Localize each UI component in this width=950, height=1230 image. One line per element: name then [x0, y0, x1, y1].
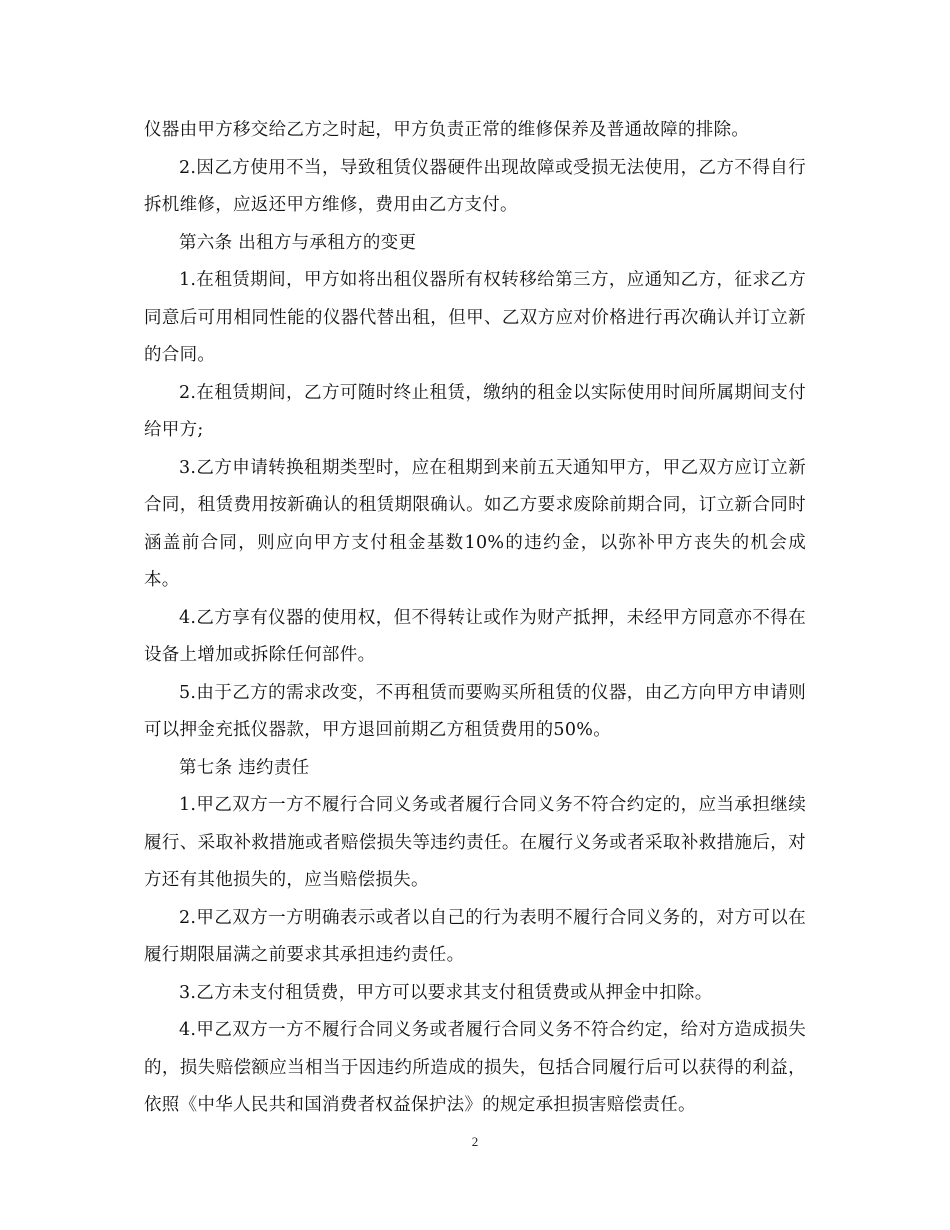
clause-item: 1.甲乙双方一方不履行合同义务或者履行合同义务不符合约定的，应当承担继续履行、采取补救措施或者赔偿损失等违约责任。在履行义务或者采取补救措施后，对方还有其他损失的，应当赔偿损失。 [144, 795, 806, 890]
page-number: 2 [471, 1134, 479, 1149]
clause-item: 4.乙方享有仪器的使用权，但不得转让或作为财产抵押，未经甲方同意亦不得在设备上增加或拆除任何部件。 [144, 607, 806, 665]
clause-item: 2.在租赁期间，乙方可随时终止租赁，缴纳的租金以实际使用时间所属期间支付给甲方; [144, 382, 806, 440]
paragraph-continuation: 仪器由甲方移交给乙方之时起，甲方负责正常的维修保养及普通故障的排除。 [144, 120, 750, 140]
clause-item: 2.甲乙双方一方明确表示或者以自己的行为表明不履行合同义务的，对方可以在履行期限届满之前要求其承担违约责任。 [144, 907, 806, 965]
section-heading: 第七条 违约责任 [179, 757, 310, 778]
section-heading: 第六条 出租方与承租方的变更 [179, 232, 417, 253]
clause-item: 1.在租赁期间，甲方如将出租仪器所有权转移给第三方，应通知乙方，征求乙方同意后可用相同性能的仪器代替出租，但甲、乙双方应对价格进行再次确认并订立新的合同。 [144, 270, 806, 365]
clause-item: 2.因乙方使用不当，导致租赁仪器硬件出现故障或受损无法使用，乙方不得自行拆机维修，应返还甲方维修，费用由乙方支付。 [144, 157, 806, 215]
clause-item: 5.由于乙方的需求改变，不再租赁而要购买所租赁的仪器，由乙方向甲方申请则可以押金充抵仪器款，甲方退回前期乙方租赁费用的50%。 [144, 682, 806, 740]
clause-item: 3.乙方申请转换租期类型时，应在租期到来前五天通知甲方，甲乙双方应订立新合同，租赁费用按新确认的租赁期限确认。如乙方要求废除前期合同，订立新合同时涵盖前合同，则应向甲方支付租金基数10%的违约金，以弥补甲方丧失的机会成本。 [144, 457, 806, 590]
document-body [144, 112, 806, 1125]
clause-item: 3.乙方未支付租赁费，甲方可以要求其支付租赁费或从押金中扣除。 [179, 982, 713, 1003]
clause-item: 4.甲乙双方一方不履行合同义务或者履行合同义务不符合约定，给对方造成损失的，损失赔偿额应当相当于因违约所造成的损失，包括合同履行后可以获得的利益，依照《中华人民共和国消费者权益保护法》的规定承担损害赔偿责任。 [144, 1020, 806, 1115]
